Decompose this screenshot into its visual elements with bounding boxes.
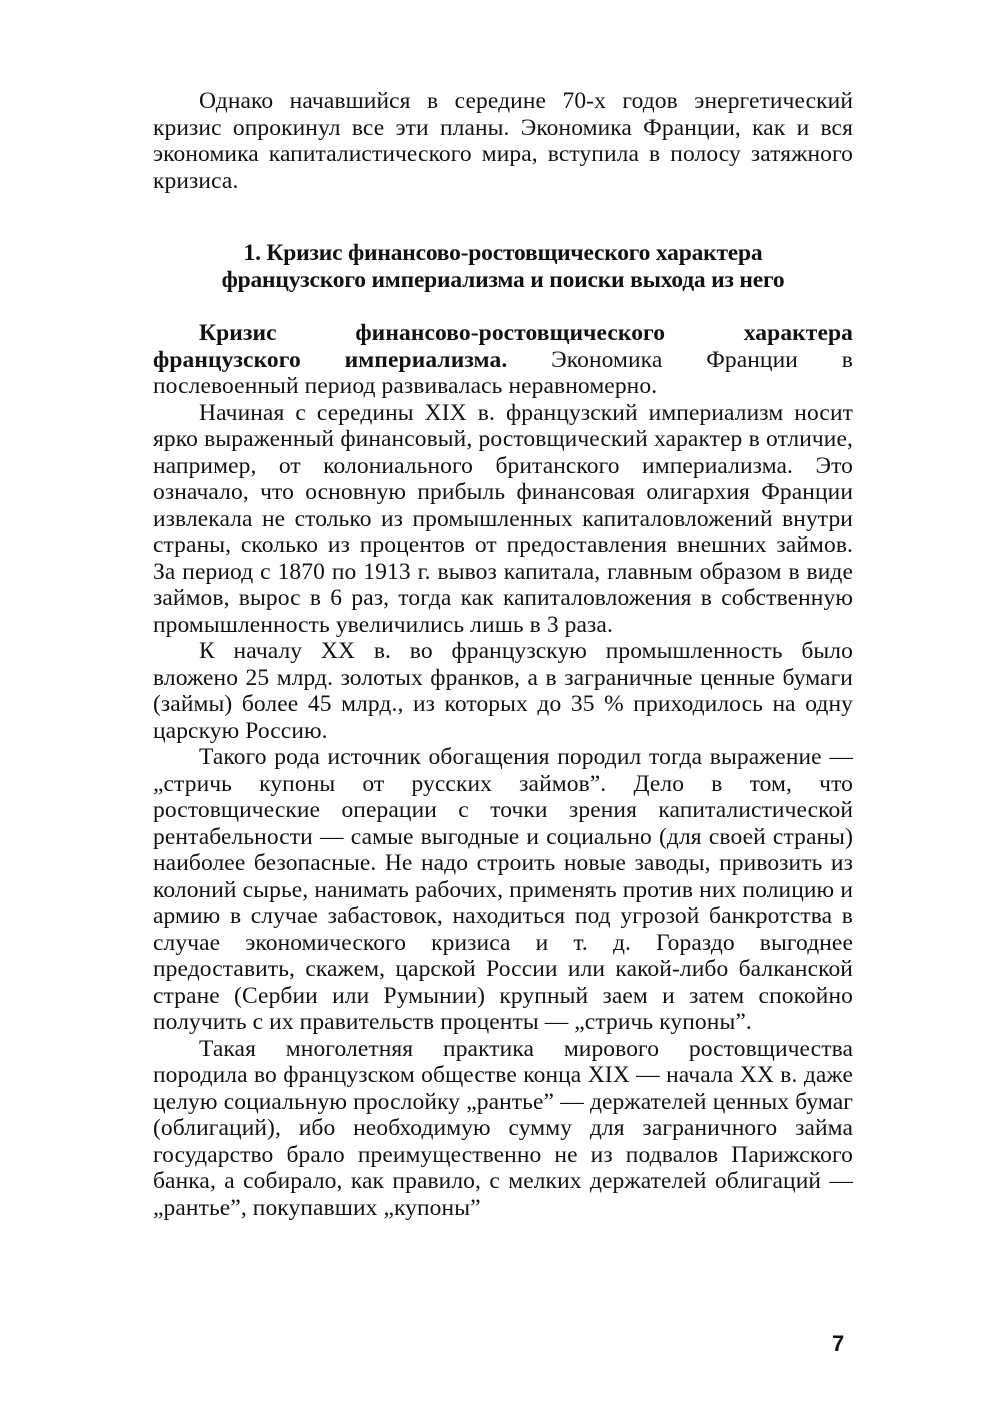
section-heading-line-2: французского империализма и поиски выхода из него <box>221 267 785 293</box>
page-body <box>153 88 853 1221</box>
paragraph: Начиная с середины XIX в. французский империализм носит ярко выраженный финансовый, ростовщический характер в отличие, например, от колониального британского империализма. Это означало, что основную прибыль финансовая олигархия Франции извлекала не столько из промышленных капиталовложений внутри страны, сколько из процентов от предоставления внешних займов. За период с 1870 по 1913 г. вывоз капитала, главным образом в виде займов, вырос в 6 раз, тогда как капиталовложения в собственную промышленность увеличились лишь в 3 раза. <box>153 399 853 638</box>
section-heading-line-1: 1. Кризис финансово-ростовщического характера <box>243 240 763 266</box>
subsection-lead: Кризис финансово-ростовщического характера французского империализма. <box>153 320 853 373</box>
paragraph: К началу XX в. во французскую промышленность было вложено 25 млрд. золотых франков, а в заграничные ценные бумаги (займы) более 45 млрд., из которых до 35 % приходилось на одну царскую Россию. <box>153 638 853 744</box>
paragraph <box>153 320 853 400</box>
page-number: 7 <box>832 1331 845 1356</box>
paragraph: Такого рода источник обогащения породил тогда выражение — „стричь купоны от русских займов”. Дело в том, что ростовщические операции с точки зрения капиталистической рентабельности — самые выгодные и социально (для своей страны) наиболее безопасные. Не надо строить новые заводы, привозить из колоний сырье, нанимать рабочих, применять против них полицию и армию в случае забастовок, находиться под угрозой банкротства в случае экономического кризиса и т. д. Гораздо выгоднее предоставить, скажем, царской России или какой-либо балканской стране (Сербии или Румынии) крупный заем и затем спокойно получить с их правительств проценты — „стричь купоны”. <box>153 744 853 1035</box>
paragraph: Такая многолетняя практика мирового ростовщичества породила во французском обществе конца XIX — начала XX в. даже целую социальную прослойку „рантье” — держателей ценных бумаг (облигаций), ибо необходимую сумму для заграничного займа государство брало преимущественно не из подвалов Парижского банка, а собирало, как правило, с мелких держателей облигаций — „рантье”, покупавших „купоны” <box>153 1035 853 1221</box>
section-heading <box>153 240 853 294</box>
intro-paragraph: Однако начавшийся в середине 70-х годов энергетический кризис опрокинул все эти планы. Экономика Франции, как и вся экономика капиталистического мира, вступила в полосу затяжного кризиса. <box>153 88 853 194</box>
paragraph-text: Экономика Франции в послевоенный период развивалась неравномерно. <box>153 346 853 399</box>
